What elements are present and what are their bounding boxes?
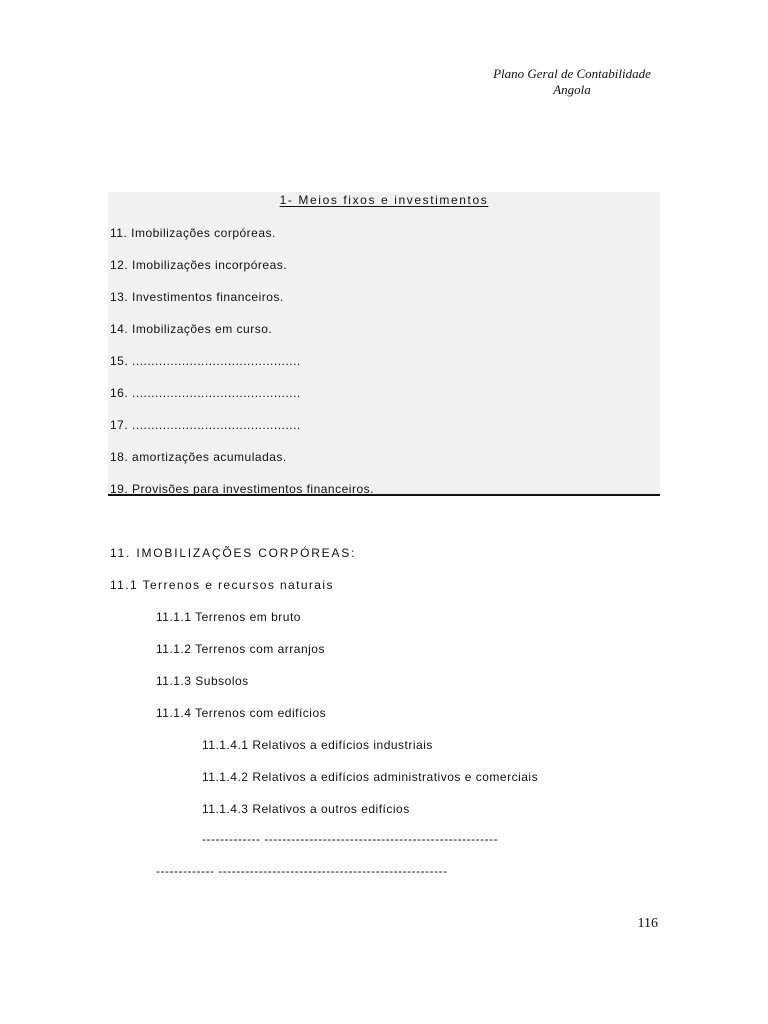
outline-item-level2: 11.1.4.1 Relativos a edifícios industriais bbox=[202, 738, 433, 752]
outline-item-level1: 11.1.1 Terrenos em bruto bbox=[156, 610, 301, 624]
summary-item: 11. Imobilizações corpóreas. bbox=[110, 226, 276, 240]
summary-item: 12. Imobilizações incorpóreas. bbox=[110, 258, 288, 272]
dash-separator-level2: ------------- ---------------------------------------------------- bbox=[202, 832, 499, 846]
section-subheading: 11.1 Terrenos e recursos naturais bbox=[110, 578, 334, 592]
header-title: Plano Geral de Contabilidade bbox=[493, 66, 651, 81]
outline-item-level1: 11.1.2 Terrenos com arranjos bbox=[156, 642, 325, 656]
dash-separator-level1: ------------- --------------------------------------------------- bbox=[156, 864, 448, 878]
header-country: Angola bbox=[553, 82, 591, 97]
outline-item-level2: 11.1.4.3 Relativos a outros edifícios bbox=[202, 802, 410, 816]
summary-item: 13. Investimentos financeiros. bbox=[110, 290, 284, 304]
section-outline bbox=[110, 545, 538, 833]
summary-box-title bbox=[108, 193, 660, 207]
summary-box-title-text: 1- Meios fixos e investimentos bbox=[279, 193, 489, 207]
document-header bbox=[470, 66, 674, 98]
summary-item: 15. ............................................ bbox=[110, 354, 301, 368]
summary-item: 18. amortizações acumuladas. bbox=[110, 450, 287, 464]
summary-item: 14. Imobilizações em curso. bbox=[110, 322, 273, 336]
summary-item: 19. Provisões para investimentos financeiros. bbox=[110, 482, 374, 496]
outline-item-level1: 11.1.4 Terrenos com edifícios bbox=[156, 706, 327, 720]
summary-item: 16. ............................................ bbox=[110, 386, 301, 400]
section-heading: 11. IMOBILIZAÇÕES CORPÓREAS: bbox=[110, 546, 357, 560]
page-number: 116 bbox=[637, 916, 658, 931]
outline-item-level2: 11.1.4.2 Relativos a edifícios administrativos e comerciais bbox=[202, 770, 539, 784]
summary-box-list bbox=[110, 225, 374, 513]
summary-item: 17. ............................................ bbox=[110, 418, 301, 432]
outline-item-level1: 11.1.3 Subsolos bbox=[156, 674, 249, 688]
